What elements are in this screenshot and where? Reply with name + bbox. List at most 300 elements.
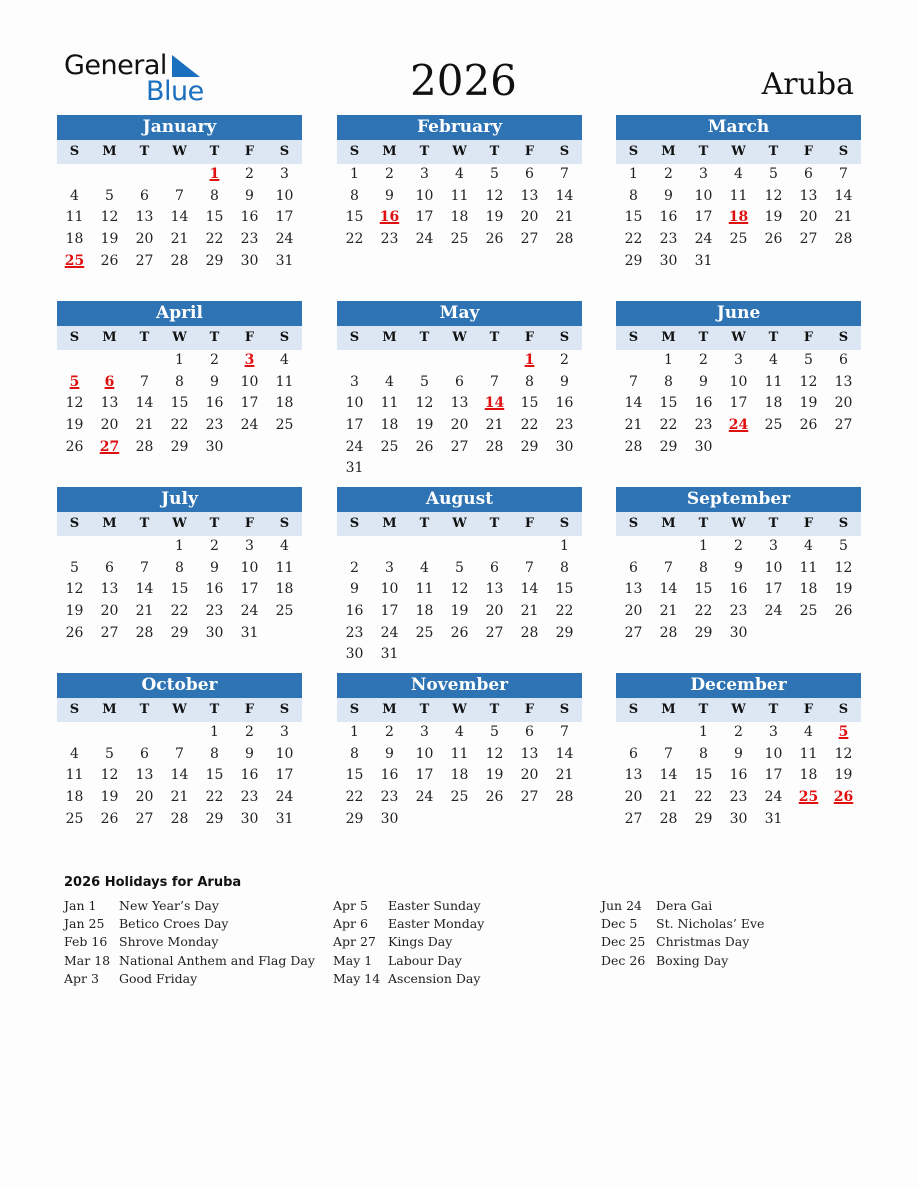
- empty-cell: [791, 809, 826, 831]
- date-cell: 12: [100, 209, 119, 226]
- week-row: [337, 809, 582, 831]
- date-cell: 30: [345, 646, 364, 663]
- date-cell: 5: [455, 559, 464, 576]
- date-cell: 7: [839, 166, 848, 182]
- holiday-item: [64, 915, 315, 933]
- date-cell: 3: [420, 724, 429, 740]
- empty-cell: [512, 536, 547, 558]
- holiday-date-label: Mar 18: [64, 952, 111, 968]
- date-cell: 3: [420, 166, 429, 182]
- weekday-label: M: [382, 330, 397, 345]
- week-row: [337, 722, 582, 744]
- date-cell: 12: [764, 187, 783, 204]
- weekday-label: S: [279, 516, 290, 531]
- weekday-label: T: [768, 144, 779, 159]
- date-cell: 22: [555, 603, 574, 620]
- date-cell: 14: [520, 581, 539, 598]
- week-row: [57, 393, 302, 415]
- date-cell: 11: [799, 559, 818, 576]
- weekday-label: T: [209, 516, 220, 531]
- holiday-name: St. Nicholas’ Eve: [656, 916, 765, 932]
- date-cell: 5: [105, 187, 114, 204]
- week-row: [337, 644, 582, 666]
- week-row: [337, 787, 582, 809]
- date-cell: 16: [555, 395, 574, 412]
- week-row: [616, 787, 861, 809]
- date-cell: 17: [729, 395, 748, 412]
- holiday-date: 16: [379, 209, 400, 226]
- date-cell: 24: [764, 789, 783, 806]
- date-cell: 29: [170, 438, 189, 455]
- date-cell: 17: [380, 603, 399, 620]
- date-cell: 22: [345, 231, 364, 248]
- date-cell: 21: [170, 231, 189, 248]
- empty-cell: [791, 623, 826, 645]
- week-row: [57, 558, 302, 580]
- week-row: [337, 458, 582, 480]
- empty-cell: [92, 350, 127, 372]
- date-cell: 3: [280, 166, 289, 182]
- week-row: [337, 164, 582, 186]
- date-cell: 23: [205, 417, 224, 434]
- date-cell: 13: [520, 745, 539, 762]
- week-row: [616, 809, 861, 831]
- date-cell: 3: [769, 724, 778, 740]
- date-cell: 1: [175, 538, 184, 554]
- date-cell: 25: [764, 417, 783, 434]
- date-cell: 13: [135, 209, 154, 226]
- date-cell: 10: [345, 395, 364, 412]
- weekday-label: W: [452, 702, 467, 717]
- holiday-date: 5: [69, 373, 80, 390]
- date-cell: 24: [240, 417, 259, 434]
- date-cell: 12: [834, 745, 853, 762]
- date-cell: 8: [699, 559, 708, 576]
- date-cell: 26: [415, 438, 434, 455]
- week-row: [57, 437, 302, 459]
- weekday-label: S: [628, 702, 639, 717]
- date-cell: 13: [799, 187, 818, 204]
- weekday-label: T: [768, 516, 779, 531]
- empty-cell: [442, 536, 477, 558]
- date-cell: 25: [275, 603, 294, 620]
- week-row: [337, 536, 582, 558]
- date-cell: 25: [275, 417, 294, 434]
- date-cell: 23: [345, 624, 364, 641]
- week-row: [616, 623, 861, 645]
- holiday-column: [333, 897, 484, 988]
- weekday-label: T: [209, 702, 220, 717]
- date-cell: 5: [105, 745, 114, 762]
- holiday-date-label: Dec 5: [601, 916, 638, 932]
- date-cell: 8: [210, 745, 219, 762]
- date-cell: 14: [170, 209, 189, 226]
- empty-cell: [477, 644, 512, 666]
- weekday-label: S: [838, 144, 849, 159]
- empty-cell: [92, 722, 127, 744]
- date-cell: 20: [450, 417, 469, 434]
- date-cell: 14: [659, 767, 678, 784]
- date-cell: 29: [624, 252, 643, 269]
- holiday-item: [601, 897, 764, 915]
- date-cell: 23: [240, 789, 259, 806]
- holiday-item: [333, 952, 484, 970]
- date-cell: 8: [175, 559, 184, 576]
- weekday-label: M: [102, 516, 117, 531]
- date-cell: 2: [560, 352, 569, 368]
- month-header: July: [57, 487, 302, 512]
- date-cell: 2: [734, 538, 743, 554]
- date-cell: 5: [839, 538, 848, 554]
- weekday-label: W: [172, 516, 187, 531]
- date-cell: 1: [664, 352, 673, 368]
- date-cell: 2: [734, 724, 743, 740]
- date-cell: 7: [664, 559, 673, 576]
- date-cell: 9: [245, 187, 254, 204]
- empty-cell: [407, 809, 442, 831]
- empty-cell: [826, 251, 861, 273]
- date-cell: 2: [385, 166, 394, 182]
- weekday-label: T: [209, 330, 220, 345]
- weekday-label: T: [489, 702, 500, 717]
- date-cell: 11: [729, 187, 748, 204]
- date-cell: 5: [420, 373, 429, 390]
- date-cell: 22: [170, 603, 189, 620]
- holiday-date-label: May 14: [333, 970, 381, 986]
- week-row: [337, 207, 582, 229]
- holidays-title: 2026 Holidays for Aruba: [64, 875, 242, 890]
- holiday-date-label: Apr 5: [333, 898, 368, 913]
- date-cell: 12: [834, 559, 853, 576]
- date-cell: 26: [764, 231, 783, 248]
- date-cell: 30: [205, 438, 224, 455]
- empty-cell: [791, 437, 826, 459]
- holiday-date-label: Apr 27: [333, 934, 376, 950]
- weekday-label: T: [489, 330, 500, 345]
- date-cell: 26: [65, 624, 84, 641]
- month-january: [57, 115, 302, 272]
- date-cell: 3: [769, 538, 778, 554]
- date-cell: 24: [240, 603, 259, 620]
- date-cell: 2: [699, 352, 708, 368]
- month-header: June: [616, 301, 861, 326]
- date-cell: 30: [205, 624, 224, 641]
- date-cell: 7: [560, 724, 569, 740]
- empty-cell: [127, 350, 162, 372]
- weekday-row: [57, 512, 302, 536]
- date-cell: 21: [485, 417, 504, 434]
- date-cell: 10: [415, 187, 434, 204]
- date-cell: 12: [415, 395, 434, 412]
- date-cell: 29: [659, 438, 678, 455]
- date-cell: 19: [834, 767, 853, 784]
- empty-cell: [512, 809, 547, 831]
- date-cell: 20: [624, 789, 643, 806]
- date-cell: 19: [764, 209, 783, 226]
- holiday-date: 6: [104, 373, 115, 390]
- date-cell: 25: [450, 789, 469, 806]
- holiday-name: Dera Gai: [656, 898, 713, 913]
- empty-cell: [127, 722, 162, 744]
- date-cell: 21: [135, 603, 154, 620]
- date-cell: 11: [275, 559, 294, 576]
- date-cell: 7: [490, 373, 499, 390]
- week-row: [616, 437, 861, 459]
- date-cell: 9: [245, 745, 254, 762]
- date-cell: 6: [525, 724, 534, 740]
- week-row: [57, 350, 302, 372]
- week-row: [57, 579, 302, 601]
- empty-cell: [616, 536, 651, 558]
- week-row: [616, 415, 861, 437]
- date-cell: 2: [245, 166, 254, 182]
- date-cell: 20: [135, 789, 154, 806]
- weekday-row: [337, 326, 582, 350]
- weekday-label: M: [102, 330, 117, 345]
- month-header: April: [57, 301, 302, 326]
- empty-cell: [442, 644, 477, 666]
- date-cell: 6: [629, 559, 638, 576]
- week-row: [337, 623, 582, 645]
- holiday-name: Christmas Day: [656, 934, 750, 950]
- date-cell: 20: [485, 603, 504, 620]
- month-september: [616, 487, 861, 644]
- weekday-label: S: [628, 144, 639, 159]
- holiday-column: [601, 897, 764, 970]
- date-cell: 24: [275, 789, 294, 806]
- date-cell: 2: [210, 352, 219, 368]
- date-cell: 2: [664, 166, 673, 182]
- logo: [64, 50, 214, 110]
- date-cell: 18: [764, 395, 783, 412]
- weekday-label: W: [731, 330, 746, 345]
- date-cell: 1: [210, 724, 219, 740]
- date-cell: 18: [380, 417, 399, 434]
- week-row: [57, 787, 302, 809]
- date-cell: 29: [205, 252, 224, 269]
- weekday-label: W: [172, 144, 187, 159]
- holiday-item: [333, 933, 484, 951]
- date-cell: 12: [485, 745, 504, 762]
- holiday-date: 1: [524, 352, 535, 368]
- week-row: [616, 722, 861, 744]
- date-cell: 1: [560, 538, 569, 554]
- weekday-label: M: [382, 516, 397, 531]
- date-cell: 11: [275, 373, 294, 390]
- weekday-row: [616, 140, 861, 164]
- date-cell: 12: [799, 373, 818, 390]
- holiday-date: 3: [244, 352, 255, 368]
- date-cell: 9: [560, 373, 569, 390]
- date-cell: 10: [764, 745, 783, 762]
- date-cell: 31: [345, 460, 364, 477]
- date-cell: 13: [135, 767, 154, 784]
- date-cell: 20: [834, 395, 853, 412]
- holiday-date-label: Feb 16: [64, 934, 108, 950]
- date-cell: 26: [485, 231, 504, 248]
- date-cell: 9: [210, 373, 219, 390]
- weekday-label: T: [768, 330, 779, 345]
- logo-blue-text: Blue: [146, 76, 204, 107]
- date-cell: 18: [799, 581, 818, 598]
- date-cell: 18: [275, 395, 294, 412]
- holiday-date: 5: [838, 724, 849, 740]
- date-cell: 17: [240, 395, 259, 412]
- date-cell: 26: [799, 417, 818, 434]
- weekday-label: T: [139, 144, 150, 159]
- date-cell: 5: [490, 724, 499, 740]
- weekday-label: W: [172, 330, 187, 345]
- date-cell: 26: [65, 438, 84, 455]
- weekday-label: T: [698, 516, 709, 531]
- date-cell: 16: [729, 581, 748, 598]
- date-cell: 11: [380, 395, 399, 412]
- date-cell: 6: [804, 166, 813, 182]
- date-cell: 22: [205, 789, 224, 806]
- weekday-label: T: [139, 516, 150, 531]
- weekday-label: M: [382, 144, 397, 159]
- week-row: [616, 536, 861, 558]
- week-row: [616, 350, 861, 372]
- holiday-item: [601, 915, 764, 933]
- date-cell: 19: [100, 231, 119, 248]
- week-row: [57, 164, 302, 186]
- date-cell: 11: [415, 581, 434, 598]
- date-cell: 28: [555, 789, 574, 806]
- weekday-label: S: [559, 144, 570, 159]
- week-row: [57, 415, 302, 437]
- date-cell: 29: [170, 624, 189, 641]
- date-cell: 4: [734, 166, 743, 182]
- date-cell: 15: [345, 767, 364, 784]
- month-header: November: [337, 673, 582, 698]
- date-cell: 21: [135, 417, 154, 434]
- month-header: March: [616, 115, 861, 140]
- date-cell: 17: [694, 209, 713, 226]
- month-december: [616, 673, 861, 830]
- empty-cell: [372, 350, 407, 372]
- empty-cell: [57, 350, 92, 372]
- date-cell: 7: [664, 745, 673, 762]
- date-cell: 23: [694, 417, 713, 434]
- holiday-item: [64, 933, 315, 951]
- weekday-label: F: [803, 144, 814, 159]
- holiday-date-label: Dec 25: [601, 934, 646, 950]
- date-cell: 28: [659, 810, 678, 827]
- date-cell: 27: [450, 438, 469, 455]
- date-cell: 7: [140, 559, 149, 576]
- date-cell: 15: [205, 209, 224, 226]
- week-row: [57, 722, 302, 744]
- date-cell: 9: [734, 559, 743, 576]
- date-cell: 17: [275, 767, 294, 784]
- weekday-label: T: [139, 702, 150, 717]
- weekday-label: S: [559, 702, 570, 717]
- date-cell: 4: [280, 352, 289, 368]
- country-name: Aruba: [761, 67, 854, 102]
- weekday-label: F: [803, 330, 814, 345]
- date-cell: 30: [729, 624, 748, 641]
- date-cell: 7: [560, 166, 569, 182]
- weekday-label: T: [419, 702, 430, 717]
- date-cell: 10: [275, 745, 294, 762]
- week-row: [57, 372, 302, 394]
- logo-general-text: General: [64, 50, 167, 81]
- date-cell: 20: [520, 209, 539, 226]
- date-cell: 4: [455, 724, 464, 740]
- date-cell: 8: [350, 187, 359, 204]
- date-cell: 31: [694, 252, 713, 269]
- weekday-label: F: [524, 144, 535, 159]
- empty-cell: [616, 722, 651, 744]
- date-cell: 1: [629, 166, 638, 182]
- week-row: [57, 809, 302, 831]
- empty-cell: [162, 164, 197, 186]
- weekday-label: T: [698, 330, 709, 345]
- date-cell: 21: [555, 209, 574, 226]
- date-cell: 12: [485, 187, 504, 204]
- date-cell: 19: [485, 209, 504, 226]
- date-cell: 26: [834, 603, 853, 620]
- date-cell: 28: [659, 624, 678, 641]
- month-october: [57, 673, 302, 830]
- weekday-label: T: [489, 144, 500, 159]
- date-cell: 18: [415, 603, 434, 620]
- date-cell: 22: [694, 603, 713, 620]
- date-cell: 9: [210, 559, 219, 576]
- holiday-date-label: Jan 25: [64, 916, 105, 932]
- week-row: [337, 229, 582, 251]
- date-cell: 24: [380, 624, 399, 641]
- month-header: May: [337, 301, 582, 326]
- weekday-label: M: [382, 702, 397, 717]
- date-cell: 4: [455, 166, 464, 182]
- date-cell: 3: [350, 373, 359, 390]
- date-cell: 27: [135, 252, 154, 269]
- date-cell: 23: [729, 603, 748, 620]
- date-cell: 9: [385, 187, 394, 204]
- date-cell: 9: [734, 745, 743, 762]
- date-cell: 17: [415, 767, 434, 784]
- date-cell: 17: [764, 767, 783, 784]
- date-cell: 29: [205, 810, 224, 827]
- date-cell: 26: [100, 810, 119, 827]
- week-row: [616, 164, 861, 186]
- empty-cell: [477, 809, 512, 831]
- weekday-label: M: [102, 144, 117, 159]
- date-cell: 24: [345, 438, 364, 455]
- weekday-row: [337, 698, 582, 722]
- month-header: December: [616, 673, 861, 698]
- date-cell: 15: [555, 581, 574, 598]
- weekday-label: M: [661, 144, 676, 159]
- date-cell: 22: [345, 789, 364, 806]
- date-cell: 30: [240, 810, 259, 827]
- weekday-label: M: [661, 516, 676, 531]
- empty-cell: [407, 350, 442, 372]
- date-cell: 12: [100, 767, 119, 784]
- date-cell: 19: [65, 603, 84, 620]
- date-cell: 19: [415, 417, 434, 434]
- holiday-name: Kings Day: [388, 934, 453, 950]
- date-cell: 19: [834, 581, 853, 598]
- week-row: [57, 744, 302, 766]
- date-cell: 19: [485, 767, 504, 784]
- weekday-label: W: [731, 516, 746, 531]
- date-cell: 22: [170, 417, 189, 434]
- holiday-column: [64, 897, 315, 988]
- date-cell: 31: [764, 810, 783, 827]
